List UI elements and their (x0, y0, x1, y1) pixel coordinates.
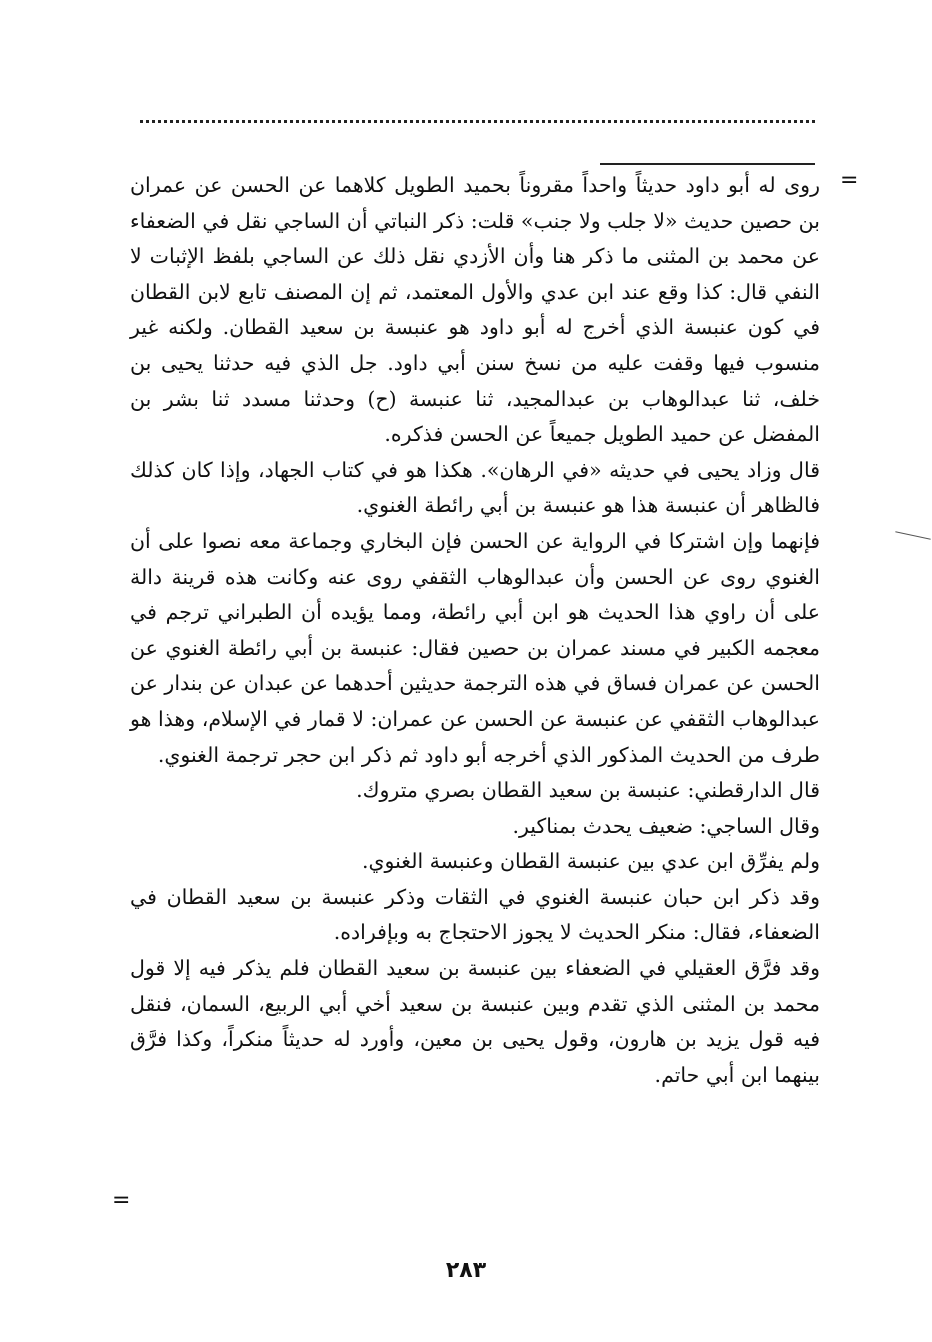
paragraph-1: روى له أبو داود حديثاً واحداً مقروناً بحميد الطويل كلاهما عن الحسن عن عمران بن حصين حديث «لا جلب ولا جنب» قلت: ذكر النباتي أن الساجي نقل في الضعفاء عن محمد بن المثنى ما ذكر هنا وأن الأزدي نقل ذلك عن الساجي بلفظ الإثبات لا النفي قال: كذا وقع عند ابن عدي والأول المعتمد، ثم إن المصنف تابع لابن القطان في كون عنبسة الذي أخرج له أبو داود هو عنبسة بن سعيد القطان. ولكنه غير منسوب فيها وقفت عليه من نسخ سنن أبي داود. جل الذي فيه حدثنا يحيى بن خلف، ثنا عبدالوهاب بن عبدالمجيد، ثنا عنبسة (ح) وحدثنا مسدد ثنا بشر بن المفضل عن حميد الطويل جميعاً عن الحسن فذكره. (130, 173, 820, 447)
page-edge-mark (895, 531, 930, 539)
continuation-marker-right: = (840, 168, 859, 193)
paragraph-3: فإنهما وإن اشتركا في الرواية عن الحسن فإن البخاري وجماعة معه نصوا على أن الغنوي روى عن الحسن وأن عبدالوهاب الثقفي روى عنه وكانت هذه قرينة دالة على أن راوي هذا الحديث هو ابن أبي رائطة، ومما يؤيده أن الطبراني ترجم في معجمه الكبير في مسند عمران بن حصين فقال: عنبسة بن أبي رائطة الغنوي عن الحسن عن عمران فساق في هذه الترجمة حديثين أحدهما عن عبدان عن بندار عن عبدالوهاب الثقفي عن عنبسة عن الحسن عن عمران: لا قمار في الإسلام، وهذا هو طرف من الحديث المذكور الذي أخرجه أبو داود ثم ذكر ابن حجر ترجمة الغنوي. (130, 528, 820, 767)
continuation-marker-left: = (112, 1188, 131, 1213)
footnote-separator-rule (600, 163, 815, 165)
dotted-header-rule (140, 120, 815, 137)
footnote-text-block (130, 168, 820, 1093)
page-number: ٢٨٣ (445, 1258, 487, 1283)
paragraph-6: ولم يفرِّق ابن عدي بين عنبسة القطان وعنبسة الغنوي. (361, 849, 820, 874)
paragraph-2: قال وزاد يحيى في حديثه «في الرهان». هكذا هو في كتاب الجهاد، وإذا كان كذلك فالظاهر أن عنبسة هذا هو عنبسة بن أبي رائطة الغنوي. (130, 457, 820, 518)
paragraph-5: وقال الساجي: ضعيف يحدث بمناكير. (512, 813, 820, 838)
paragraph-7: وقد ذكر ابن حبان عنبسة الغنوي في الثقات وذكر عنبسة بن سعيد القطان في الضعفاء، فقال: منكر الحديث لا يجوز الاحتجاج به وبإفراده. (130, 884, 820, 945)
paragraph-4: قال الدارقطني: عنبسة بن سعيد القطان بصري متروك. (356, 778, 820, 803)
paragraph-8: وقد فرَّق العقيلي في الضعفاء بين عنبسة بن سعيد القطان فلم يذكر فيه إلا قول محمد بن المثنى الذي تقدم وبين عنبسة بن سعيد أخي أبي الربيع، السمان، فنقل فيه قول يزيد بن هارون، وقول يحيى بن معين، وأورد له حديثاً منكراً، وكذا فرَّق بينهما ابن أبي حاتم. (130, 956, 820, 1087)
